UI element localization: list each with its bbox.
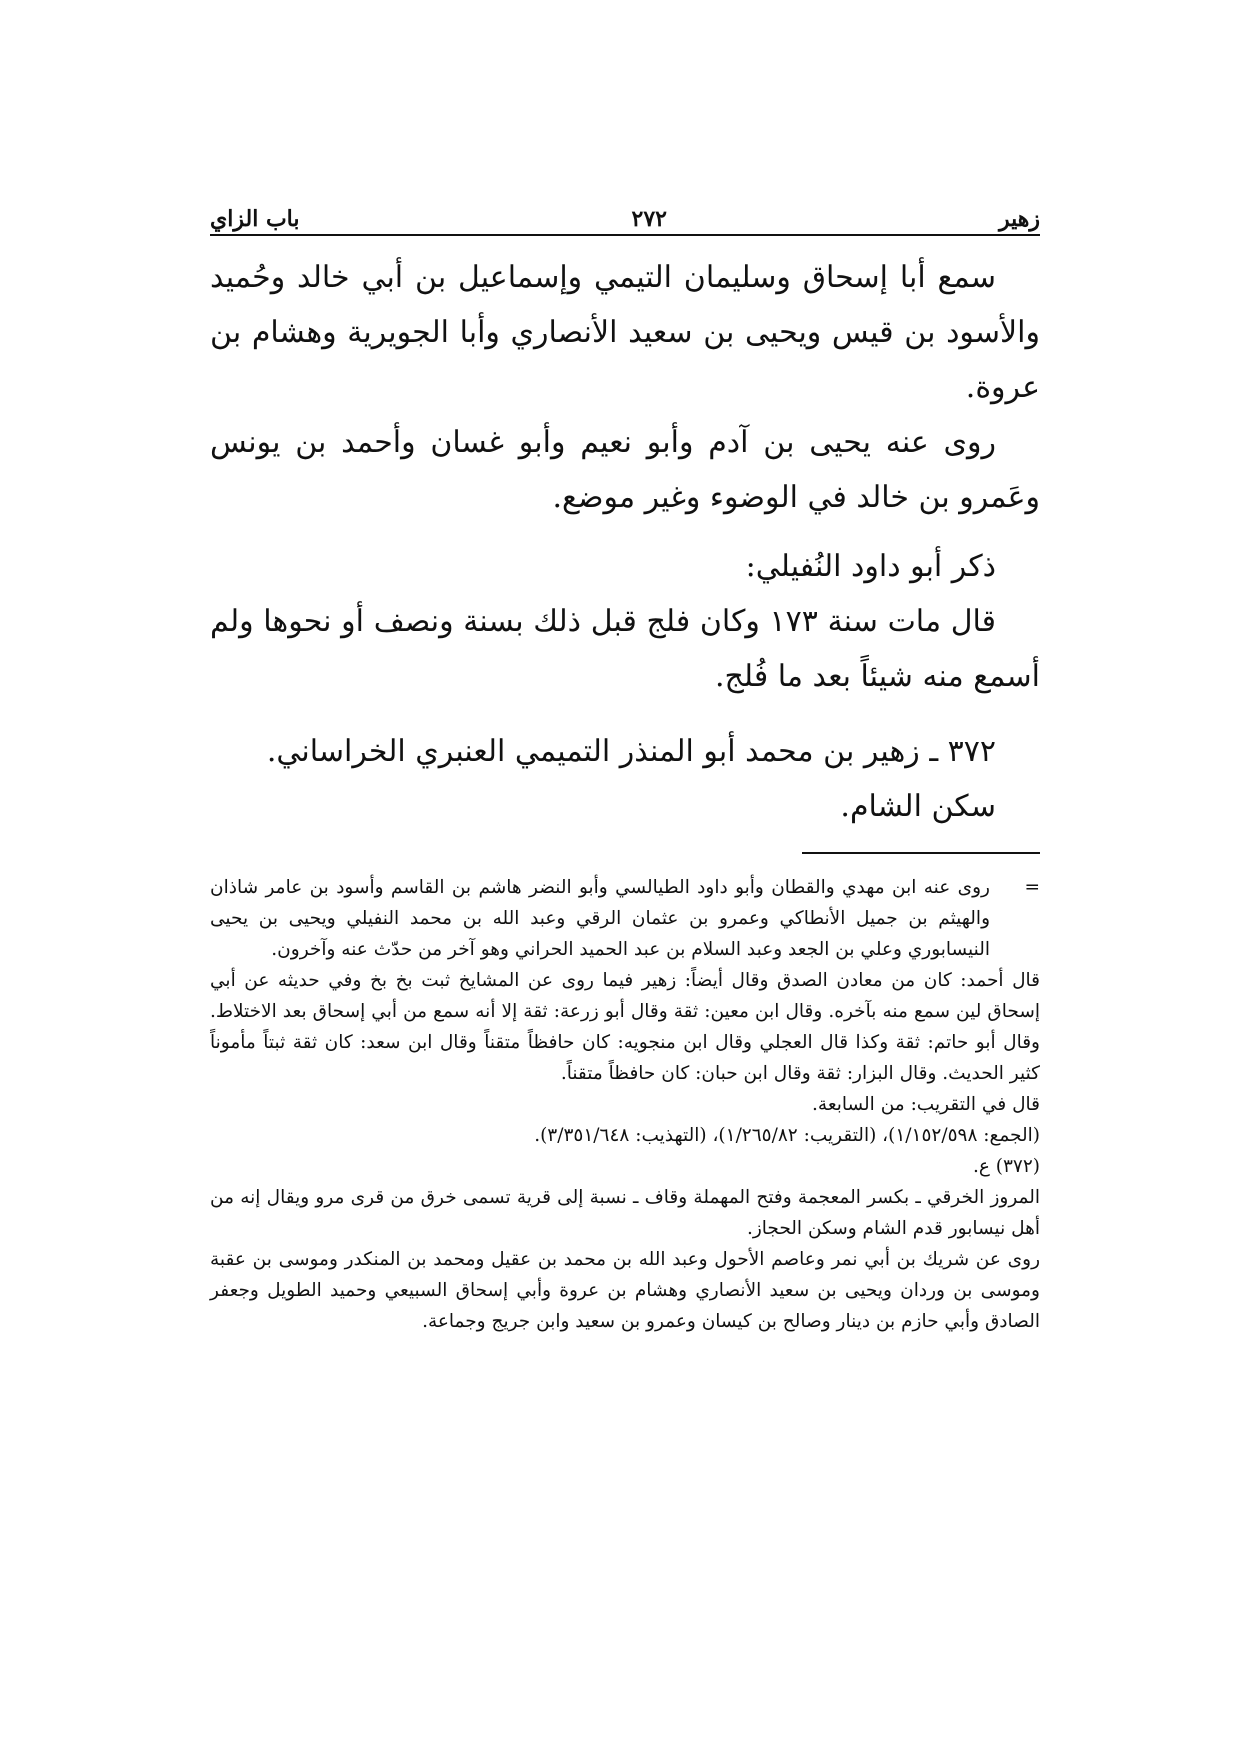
running-header xyxy=(210,192,1040,232)
footnote-separator xyxy=(802,852,1040,854)
footnote-nisba: المروز الخرقي ـ بكسر المعجمة وفتح المهملة وقاف ـ نسبة إلى قرية تسمى خرق من قرى مرو ويقال إنه من أهل نيسابور قدم الشام وسكن الحجاز. xyxy=(210,1187,1040,1239)
continuation-mark: = xyxy=(1024,877,1040,898)
paragraph-residence: سكن الشام. xyxy=(840,789,996,824)
paragraph-abu-dawud: ذكر أبو داود النُفيلي: xyxy=(745,549,996,584)
header-chapter-title: باب الزاي xyxy=(210,206,300,232)
footnote-continuation xyxy=(210,872,1040,965)
footnote-narrators: روى عنه ابن مهدي والقطان وأبو داود الطيالسي وأبو النضر هاشم بن القاسم وأسود بن عامر شاذان والهيثم بن جميل الأنطاكي وعمرو بن عثمان الرقي وعبد الله بن محمد النفيلي ويحيى بن يحيى النيسابوري وعلي بن الجعد وعبد السلام بن عبد الحميد الحراني وهو آخر من حدّث عنه وآخرون. xyxy=(210,877,990,960)
footnote-372-narrators: روى عن شريك بن أبي نمر وعاصم الأحول وعبد الله بن محمد بن عقيل ومحمد بن المنكدر وموسى بن عقبة وموسى بن وردان ويحيى بن سعيد الأنصاري وهشام بن عروة وأبي إسحاق السبيعي وحميد الطويل وجعفر الصادق وأبي حازم بن دينار وصالح بن كيسان وعمرو بن سعيد وابن جريج وجماعة. xyxy=(210,1249,1040,1332)
footnote-taqrib: قال في التقريب: من السابعة. xyxy=(812,1094,1040,1115)
footnotes xyxy=(210,872,1040,1337)
header-rule xyxy=(210,234,1040,236)
main-text xyxy=(210,250,1040,834)
paragraph-death-year: قال مات سنة ١٧٣ وكان فلج قبل ذلك بسنة ونصف أو نحوها ولم أسمع منه شيئاً بعد ما فُلج. xyxy=(210,604,1040,694)
page-number: ٢٧٢ xyxy=(631,206,667,232)
paragraph-heard-from: سمع أبا إسحاق وسليمان التيمي وإسماعيل بن أبي خالد وحُميد والأسود بن قيس ويحيى بن سعيد الأنصاري وأبا الجويرية وهشام بن عروة. xyxy=(210,260,1040,405)
footnote-grading: قال أحمد: كان من معادن الصدق وقال أيضاً: زهير فيما روى عن المشايخ ثبت بخ بخ وفي حديثه عن أبي إسحاق لين سمع منه بآخره. وقال ابن معين: ثقة وقال أبو زرعة: ثقة إلا أنه سمع من أبي إسحاق بعد الاختلاط. وقال أبو حاتم: ثقة وكذا قال العجلي وقال ابن منجويه: كان حافظاً متقناً وقال ابن سعد: كان ثقة ثبتاً مأموناً كثير الحديث. وقال البزار: ثقة وقال ابن حبان: كان حافظاً متقناً. xyxy=(210,970,1040,1084)
footnote-372-label: (٣٧٢) ع. xyxy=(972,1156,1040,1177)
paragraph-narrated-by: روى عنه يحيى بن آدم وأبو نعيم وأبو غسان وأحمد بن يونس وعَمرو بن خالد في الوضوء وغير موضع. xyxy=(210,425,1040,515)
entry-372-heading: ٣٧٢ ـ زهير بن محمد أبو المنذر التميمي العنبري الخراساني. xyxy=(266,734,996,769)
footnote-references: (الجمع: ١/١٥٢/٥٩٨)، (التقريب: ١/٢٦٥/٨٢)، (التهذيب: ٣/٣٥١/٦٤٨). xyxy=(534,1125,1040,1146)
header-entry-name: زهير xyxy=(998,206,1040,232)
